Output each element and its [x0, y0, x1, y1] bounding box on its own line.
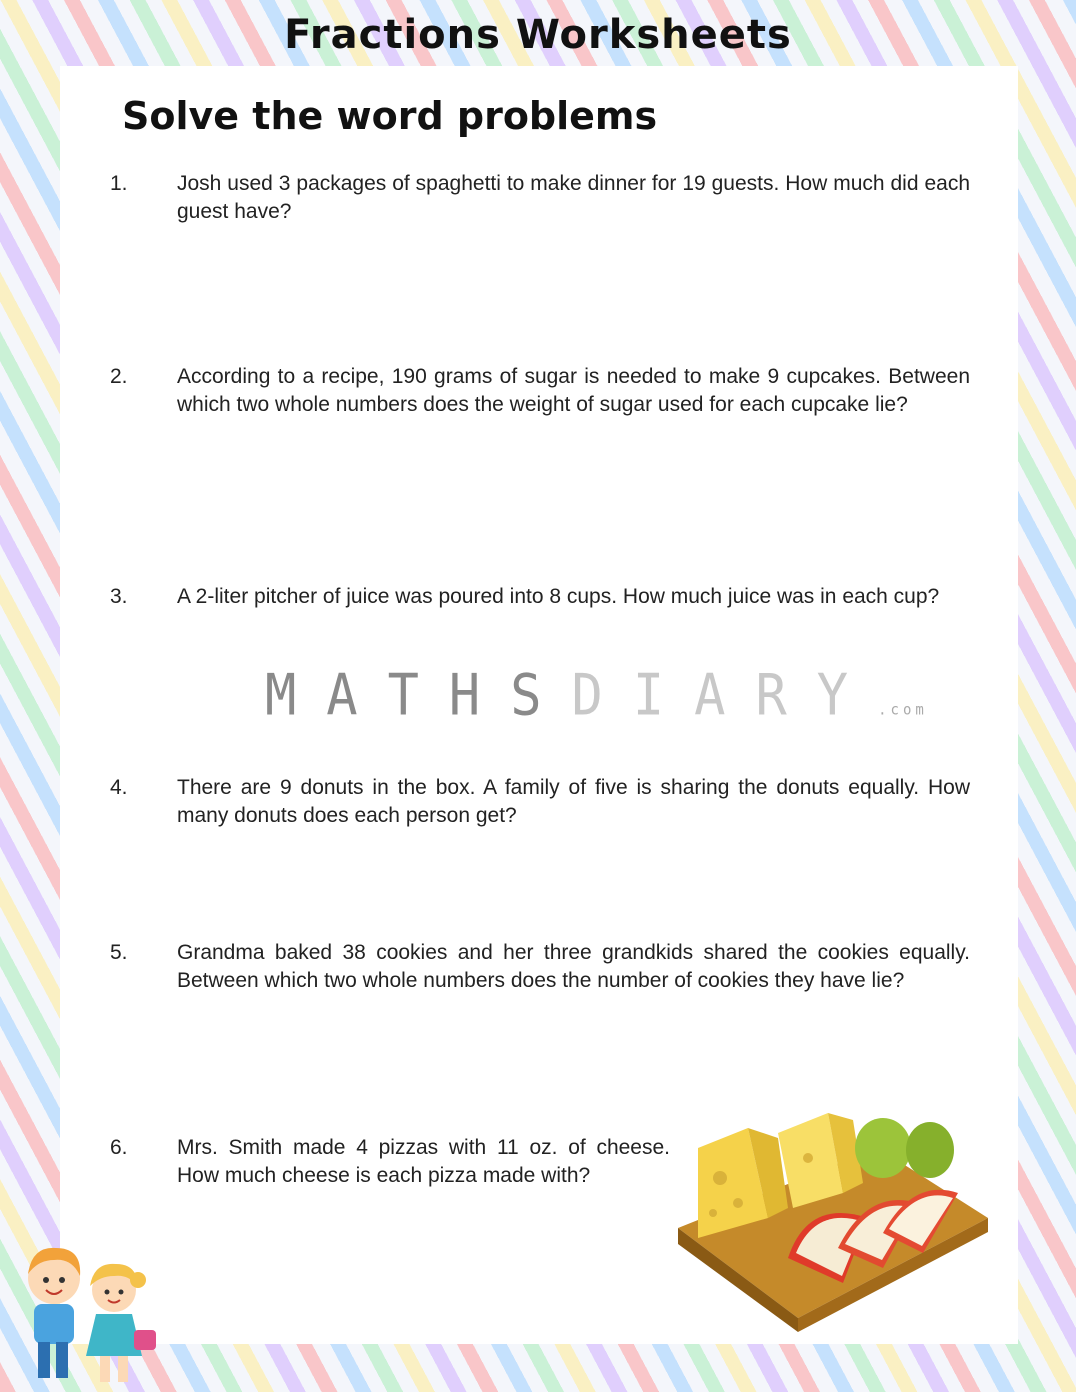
problem-2: [110, 363, 970, 419]
problem-6: [110, 1134, 670, 1190]
problem-1: [110, 170, 970, 226]
mathsdiary-watermark-logo: MATHSDIARY.com: [265, 663, 928, 729]
problem-number: 5.: [110, 941, 128, 964]
problem-number: 3.: [110, 585, 128, 608]
problem-5: [110, 939, 970, 995]
problem-number: 6.: [110, 1136, 128, 1159]
problem-number: 2.: [110, 365, 128, 388]
worksheet-sheet: [60, 66, 1018, 1344]
problem-number: 1.: [110, 172, 128, 195]
problem-3: [110, 583, 970, 611]
kids-illustration: [12, 1238, 160, 1388]
problem-number: 4.: [110, 776, 128, 799]
problem-text: Grandma baked 38 cookies and her three grandkids shared the cookies equally. Between which two whole numbers does the number of cookies they have lie?: [177, 941, 970, 992]
problem-text: There are 9 donuts in the box. A family of five is sharing the donuts equally. How many donuts does each person get?: [177, 776, 970, 827]
problem-text: Josh used 3 packages of spaghetti to make dinner for 19 guests. How much did each guest have?: [177, 172, 970, 223]
page-title: Fractions Worksheets: [284, 12, 792, 58]
problem-4: [110, 774, 970, 830]
problem-text: A 2-liter pitcher of juice was poured into 8 cups. How much juice was in each cup?: [177, 585, 940, 608]
problem-text: According to a recipe, 190 grams of sugar is needed to make 9 cupcakes. Between which two whole numbers does the weight of sugar used for each cupcake lie?: [177, 365, 970, 416]
section-title: Solve the word problems: [122, 94, 658, 138]
problem-text: Mrs. Smith made 4 pizzas with 11 oz. of cheese. How much cheese is each pizza made with?: [177, 1136, 670, 1187]
cheese-board-illustration: [668, 1108, 988, 1332]
